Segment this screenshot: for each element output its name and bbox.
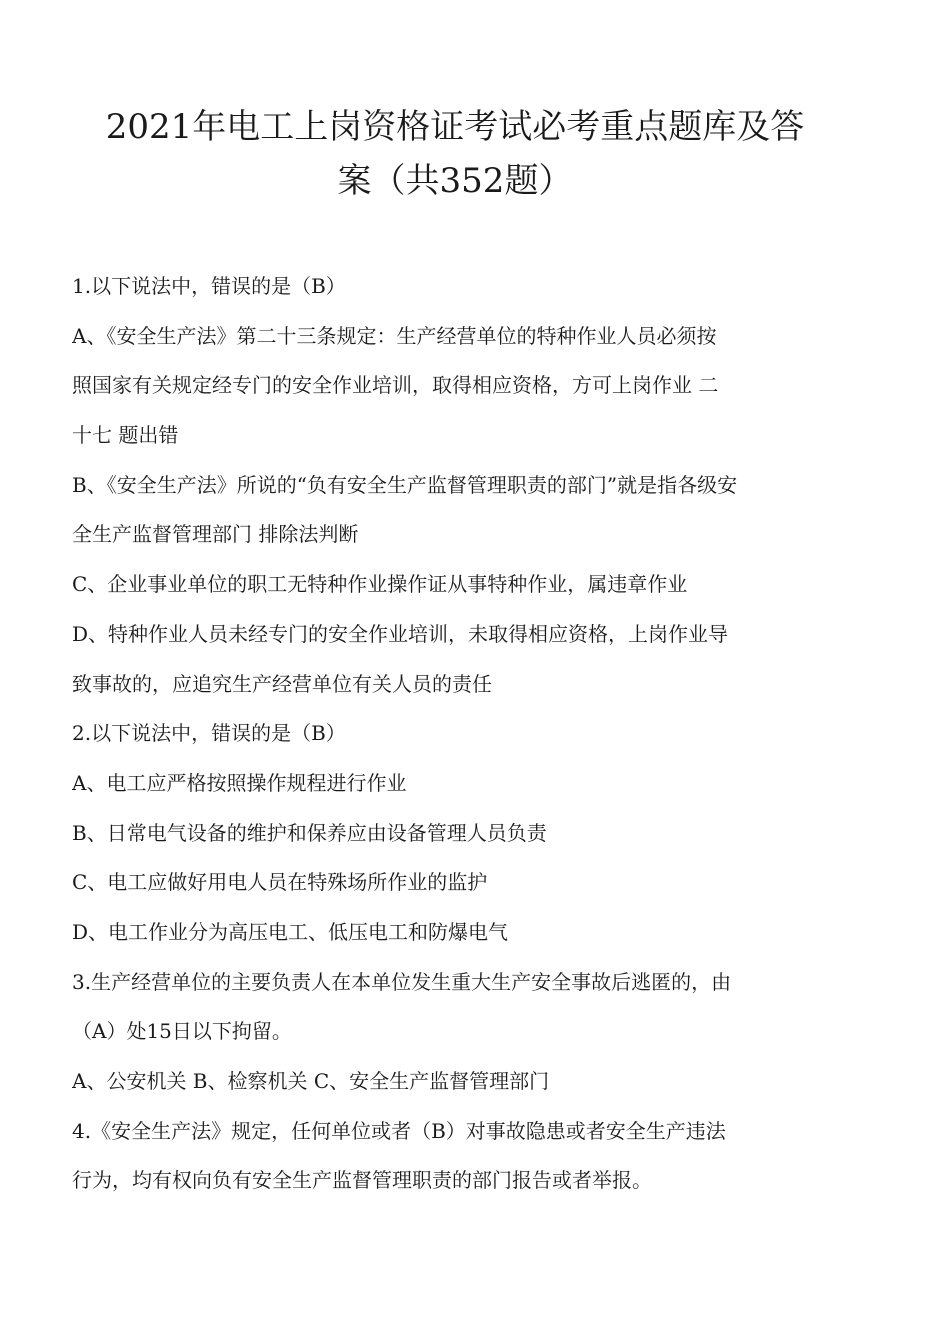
text-line [72, 709, 816, 759]
text-line [72, 1156, 816, 1206]
question-1-option-b-cont: 全生产监督管理部门 排除法判断 [72, 522, 359, 547]
question-1-option-a: A、《安全生产法》第二十三条规定：生产经营单位的特种作业人员必须按 [72, 323, 717, 348]
question-2-option-b: B、日常电气设备的维护和保养应由设备管理人员负责 [72, 820, 547, 845]
text-line [72, 560, 816, 610]
text-line [72, 660, 816, 710]
question-1-option-d-cont: 致事故的，应追究生产经营单位有关人员的责任 [72, 671, 492, 696]
question-1-option-a-cont: 照国家有关规定经专门的安全作业培训，取得相应资格，方可上岗作业 二 [72, 373, 719, 398]
text-line [72, 958, 816, 1008]
question-list [72, 262, 816, 1206]
question-1-option-a-cont: 十七 题出错 [72, 423, 179, 448]
question-1-option-b: B、《安全生产法》所说的“负有安全生产监督管理职责的部门”就是指各级安 [72, 472, 738, 497]
question-2-option-d: D、电工作业分为高压电工、低压电工和防爆电气 [72, 919, 509, 944]
question-3-stem: 3.生产经营单位的主要负责人在本单位发生重大生产安全事故后逃匿的，由 [72, 969, 732, 994]
text-line [72, 1107, 816, 1157]
text-line [72, 858, 816, 908]
text-line [72, 361, 816, 411]
question-1-option-c: C、企业事业单位的职工无特种作业操作证从事特种作业，属违章作业 [72, 572, 688, 597]
question-2-option-a: A、电工应严格按照操作规程进行作业 [72, 770, 407, 795]
document-title [60, 100, 850, 208]
title-line-1: 2021年电工上岗资格证考试必考重点题库及答 [105, 107, 805, 147]
text-line [72, 809, 816, 859]
text-line [72, 1007, 816, 1057]
text-line [72, 759, 816, 809]
question-4-stem: 4.《安全生产法》规定，任何单位或者（B）对事故隐患或者安全生产违法 [72, 1118, 726, 1143]
question-1-option-d: D、特种作业人员未经专门的安全作业培训，未取得相应资格，上岗作业导 [72, 621, 729, 646]
text-line [72, 908, 816, 958]
question-1-stem: 1.以下说法中，错误的是（B） [72, 274, 346, 298]
text-line [72, 312, 816, 362]
text-line [72, 1057, 816, 1107]
text-line [72, 411, 816, 461]
text-line [72, 610, 816, 660]
question-3-stem-cont: （A）处15日以下拘留。 [72, 1019, 292, 1044]
question-2-option-c: C、电工应做好用电人员在特殊场所作业的监护 [72, 870, 488, 895]
question-2-stem: 2.以下说法中，错误的是（B） [72, 721, 346, 746]
text-line [72, 510, 816, 560]
title-line-2: 案（共352题） [337, 161, 573, 201]
question-4-stem-cont: 行为，均有权向负有安全生产监督管理职责的部门报告或者举报。 [72, 1168, 652, 1193]
text-line [72, 262, 816, 312]
text-line [72, 461, 816, 511]
question-3-options: A、公安机关 B、检察机关 C、安全生产监督管理部门 [72, 1069, 550, 1093]
